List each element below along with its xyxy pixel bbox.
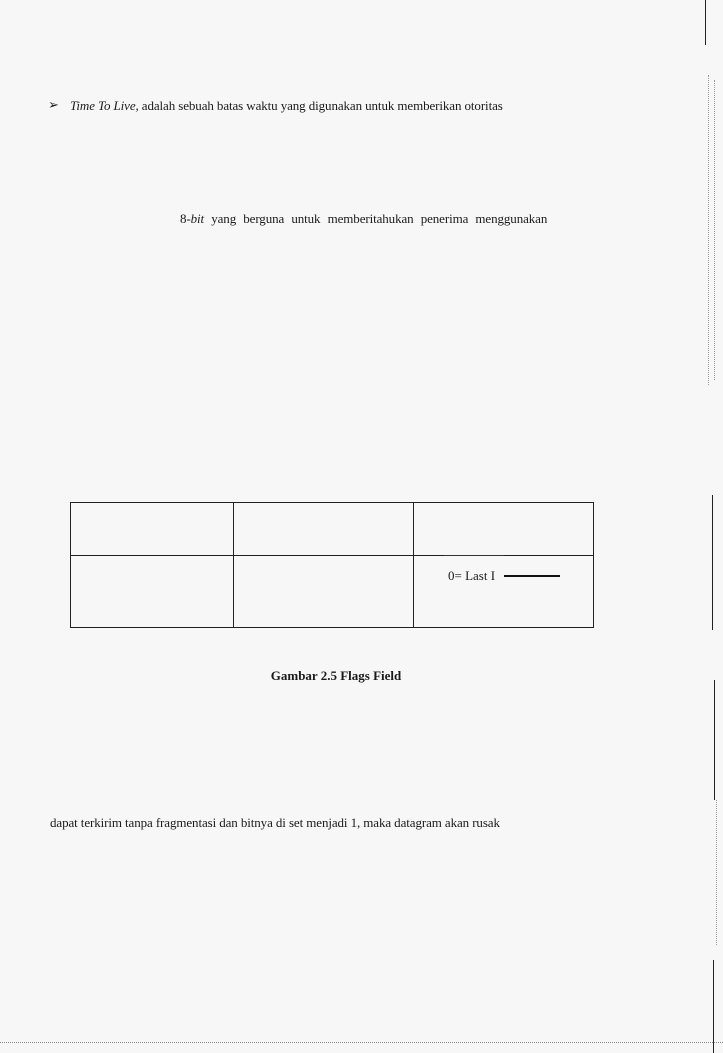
protocol-description: yang berguna untuk memberitahukan penerima menggunakan [204, 211, 548, 226]
scan-margin-dots-lower [716, 800, 717, 945]
table-cell-r1c3 [414, 503, 594, 556]
cell-stroke [444, 555, 504, 556]
table-cell-r2c3 [414, 556, 594, 628]
flags-field-table [70, 502, 594, 628]
table-cell-r2c2 [234, 556, 414, 628]
scan-edge-middle-right [712, 495, 713, 630]
bit-italic: bit [190, 211, 205, 226]
bullet-arrow-icon: ➢ [48, 97, 59, 112]
fragment-paragraph-line: dapat terkirim tanpa fragmentasi dan bitnya di set menjadi 1, maka datagram akan rusak [50, 815, 500, 830]
table-cell-r2c1 [71, 556, 234, 628]
scan-margin-dots-upper-2 [714, 80, 715, 380]
table-row [71, 503, 594, 556]
scan-margin-dots-upper [708, 75, 709, 385]
scan-edge-bottom-right [713, 960, 714, 1053]
table-cell-r1c2 [234, 503, 414, 556]
ttl-term: Time To Live, [70, 98, 139, 113]
pointer-line [504, 575, 560, 577]
figure-caption: Gambar 2.5 Flags Field [270, 668, 402, 683]
scan-bottom-dots [0, 1042, 723, 1044]
scan-edge-lower-right [714, 680, 715, 800]
ttl-paragraph-line [70, 98, 503, 114]
protocol-paragraph-line [180, 211, 547, 227]
bit-prefix: 8- [180, 211, 191, 226]
last-fragment-label: 0= Last I [448, 568, 496, 583]
scan-edge-top-right [705, 0, 706, 45]
table-row [71, 556, 594, 628]
ttl-description: adalah sebuah batas waktu yang digunakan untuk memberikan otoritas [138, 98, 503, 113]
table-cell-r1c1 [71, 503, 234, 556]
